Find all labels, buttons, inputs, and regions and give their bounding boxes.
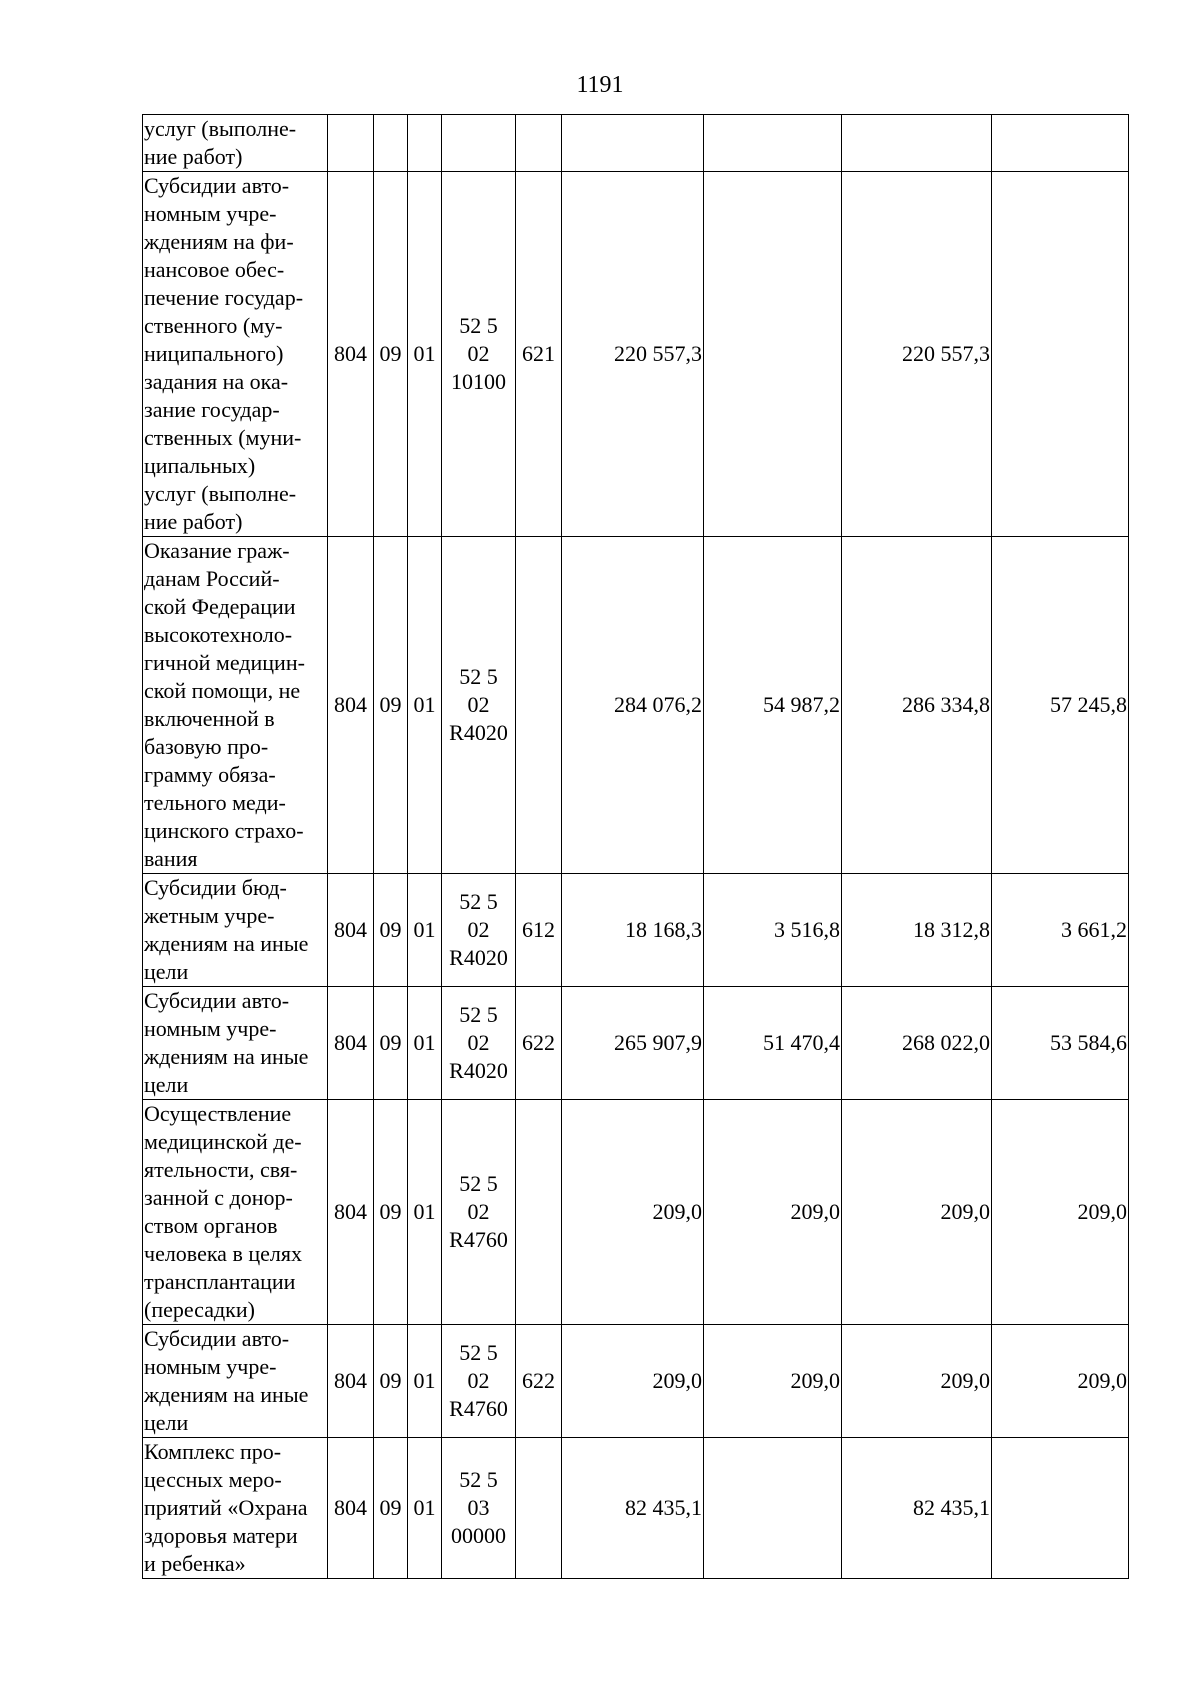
row-name-line: ственных (муни- [144, 425, 302, 450]
target-article-code [442, 1325, 516, 1438]
target-article-code [442, 172, 516, 537]
section-code: 09 [374, 537, 408, 874]
expense-type-code: 621 [516, 172, 562, 537]
target-article-line: 02 [467, 917, 490, 942]
section-code [374, 115, 408, 172]
row-name-line: печение государ- [144, 285, 304, 310]
target-article-line: 02 [467, 1368, 490, 1393]
ministry-code: 804 [328, 172, 374, 537]
amount-3: 220 557,3 [842, 172, 992, 537]
page-number: 1191 [576, 72, 624, 98]
amount-2: 209,0 [704, 1100, 842, 1325]
row-name [143, 115, 328, 172]
target-article-line: 52 5 [459, 664, 498, 689]
expense-type-code [516, 1100, 562, 1325]
amount-4 [992, 115, 1129, 172]
row-name [143, 1325, 328, 1438]
row-name-line: Субсидии авто- [144, 173, 290, 198]
row-name-line: ниципального) [144, 341, 284, 366]
target-article-line: 02 [467, 692, 490, 717]
row-name-line: Субсидии авто- [144, 988, 290, 1013]
amount-1: 284 076,2 [562, 537, 704, 874]
section-code: 09 [374, 172, 408, 537]
row-name [143, 1438, 328, 1579]
expense-type-code: 622 [516, 987, 562, 1100]
row-name-line: ципальных) [144, 453, 256, 478]
ministry-code: 804 [328, 537, 374, 874]
amount-2 [704, 115, 842, 172]
amount-3 [842, 115, 992, 172]
row-name-line: высокотехноло- [144, 622, 293, 647]
row-name-line: ждениям на фи- [144, 229, 294, 254]
amount-1: 18 168,3 [562, 874, 704, 987]
target-article-code [442, 874, 516, 987]
expense-type-code [516, 537, 562, 874]
target-article-line: 02 [467, 1030, 490, 1055]
amount-3: 209,0 [842, 1100, 992, 1325]
row-name-line: ятельности, свя- [144, 1157, 298, 1182]
row-name-line: включенной в [144, 706, 275, 731]
subsection-code [408, 115, 442, 172]
amount-1: 209,0 [562, 1325, 704, 1438]
row-name-line: нансовое обес- [144, 257, 285, 282]
target-article-line: R4020 [449, 1058, 508, 1083]
ministry-code: 804 [328, 1438, 374, 1579]
row-name-line: ством органов [144, 1213, 278, 1238]
amount-2 [704, 1438, 842, 1579]
row-name-line: трансплантации [144, 1269, 296, 1294]
row-name-line: задания на ока- [144, 369, 289, 394]
amount-4: 53 584,6 [992, 987, 1129, 1100]
row-name-line: и ребенка» [144, 1551, 246, 1576]
amount-4: 209,0 [992, 1325, 1129, 1438]
amount-4 [992, 1438, 1129, 1579]
row-name-line: зание государ- [144, 397, 280, 422]
table-row [143, 1438, 1129, 1579]
row-name-line: вания [144, 846, 198, 871]
row-name-line: гичной медицин- [144, 650, 305, 675]
target-article-line: 52 5 [459, 889, 498, 914]
row-name-line: цинского страхо- [144, 818, 304, 843]
row-name-line: Оказание граж- [144, 538, 290, 563]
row-name-line: ждениям на иные [144, 1382, 309, 1407]
row-name-line: Субсидии авто- [144, 1326, 290, 1351]
target-article-code [442, 1438, 516, 1579]
amount-1: 82 435,1 [562, 1438, 704, 1579]
ministry-code: 804 [328, 1325, 374, 1438]
row-name-line: номным учре- [144, 1354, 277, 1379]
row-name-line: ской помощи, не [144, 678, 301, 703]
row-name-line: грамму обяза- [144, 762, 276, 787]
section-code: 09 [374, 1325, 408, 1438]
subsection-code: 01 [408, 1100, 442, 1325]
expense-type-code [516, 115, 562, 172]
target-article-code [442, 1100, 516, 1325]
amount-2: 51 470,4 [704, 987, 842, 1100]
subsection-code: 01 [408, 987, 442, 1100]
table-row [143, 1100, 1129, 1325]
ministry-code: 804 [328, 987, 374, 1100]
expense-type-code [516, 1438, 562, 1579]
amount-1 [562, 115, 704, 172]
row-name-line: данам Россий- [144, 566, 280, 591]
amount-4: 57 245,8 [992, 537, 1129, 874]
subsection-code: 01 [408, 537, 442, 874]
target-article-line: 00000 [451, 1523, 506, 1548]
ministry-code: 804 [328, 1100, 374, 1325]
section-code: 09 [374, 987, 408, 1100]
amount-1: 265 907,9 [562, 987, 704, 1100]
row-name [143, 172, 328, 537]
amount-3: 82 435,1 [842, 1438, 992, 1579]
row-name-line: цели [144, 959, 189, 984]
expense-type-code: 612 [516, 874, 562, 987]
amount-1: 209,0 [562, 1100, 704, 1325]
target-article-code [442, 115, 516, 172]
subsection-code: 01 [408, 1438, 442, 1579]
row-name-line: медицинской де- [144, 1129, 302, 1154]
row-name [143, 987, 328, 1100]
row-name-line: Комплекс про- [144, 1439, 282, 1464]
target-article-line: R4760 [449, 1227, 508, 1252]
row-name-line: человека в целях [144, 1241, 302, 1266]
table-body [143, 115, 1129, 1579]
row-name-line: услуг (выполне- [144, 481, 297, 506]
row-name-line: цессных меро- [144, 1467, 282, 1492]
row-name-line: ской Федерации [144, 594, 296, 619]
target-article-line: R4760 [449, 1396, 508, 1421]
table-row [143, 537, 1129, 874]
ministry-code [328, 115, 374, 172]
subsection-code: 01 [408, 172, 442, 537]
row-name-line: здоровья матери [144, 1523, 298, 1548]
row-name-line: номным учре- [144, 1016, 277, 1041]
row-name-line: услуг (выполне- [144, 116, 297, 141]
section-code: 09 [374, 1438, 408, 1579]
row-name-line: ждениям на иные [144, 931, 309, 956]
table-row [143, 987, 1129, 1100]
amount-4 [992, 172, 1129, 537]
amount-3: 286 334,8 [842, 537, 992, 874]
row-name-line: ние работ) [144, 509, 243, 534]
section-code: 09 [374, 1100, 408, 1325]
ministry-code: 804 [328, 874, 374, 987]
row-name-line: ние работ) [144, 144, 243, 169]
table-row [143, 874, 1129, 987]
row-name-line: (пересадки) [144, 1297, 255, 1322]
target-article-line: R4020 [449, 720, 508, 745]
amount-3: 268 022,0 [842, 987, 992, 1100]
target-article-code [442, 987, 516, 1100]
table-row [143, 115, 1129, 172]
row-name-line: базовую про- [144, 734, 269, 759]
row-name-line: приятий «Охрана [144, 1495, 308, 1520]
section-code: 09 [374, 874, 408, 987]
row-name-line: занной с донор- [144, 1185, 293, 1210]
target-article-line: 03 [467, 1495, 490, 1520]
amount-2: 209,0 [704, 1325, 842, 1438]
row-name-line: Осуществление [144, 1101, 292, 1126]
row-name-line: номным учре- [144, 201, 277, 226]
target-article-line: 52 5 [459, 313, 498, 338]
row-name-line: жетным учре- [144, 903, 275, 928]
row-name [143, 874, 328, 987]
target-article-line: 02 [467, 1199, 490, 1224]
row-name-line: ственного (му- [144, 313, 283, 338]
target-article-line: 52 5 [459, 1340, 498, 1365]
target-article-code [442, 537, 516, 874]
row-name [143, 1100, 328, 1325]
amount-3: 18 312,8 [842, 874, 992, 987]
expense-type-code: 622 [516, 1325, 562, 1438]
amount-2: 3 516,8 [704, 874, 842, 987]
amount-2: 54 987,2 [704, 537, 842, 874]
amount-2 [704, 172, 842, 537]
subsection-code: 01 [408, 874, 442, 987]
amount-4: 3 661,2 [992, 874, 1129, 987]
row-name-line: тельного меди- [144, 790, 286, 815]
amount-1: 220 557,3 [562, 172, 704, 537]
row-name-line: цели [144, 1410, 189, 1435]
row-name-line: Субсидии бюд- [144, 875, 287, 900]
target-article-line: 10100 [451, 369, 506, 394]
amount-4: 209,0 [992, 1100, 1129, 1325]
amount-3: 209,0 [842, 1325, 992, 1438]
table-row [143, 172, 1129, 537]
target-article-line: 52 5 [459, 1002, 498, 1027]
budget-table [142, 114, 1129, 1579]
row-name-line: ждениям на иные [144, 1044, 309, 1069]
row-name-line: цели [144, 1072, 189, 1097]
target-article-line: R4020 [449, 945, 508, 970]
subsection-code: 01 [408, 1325, 442, 1438]
row-name [143, 537, 328, 874]
target-article-line: 52 5 [459, 1467, 498, 1492]
table-row [143, 1325, 1129, 1438]
target-article-line: 02 [467, 341, 490, 366]
target-article-line: 52 5 [459, 1171, 498, 1196]
